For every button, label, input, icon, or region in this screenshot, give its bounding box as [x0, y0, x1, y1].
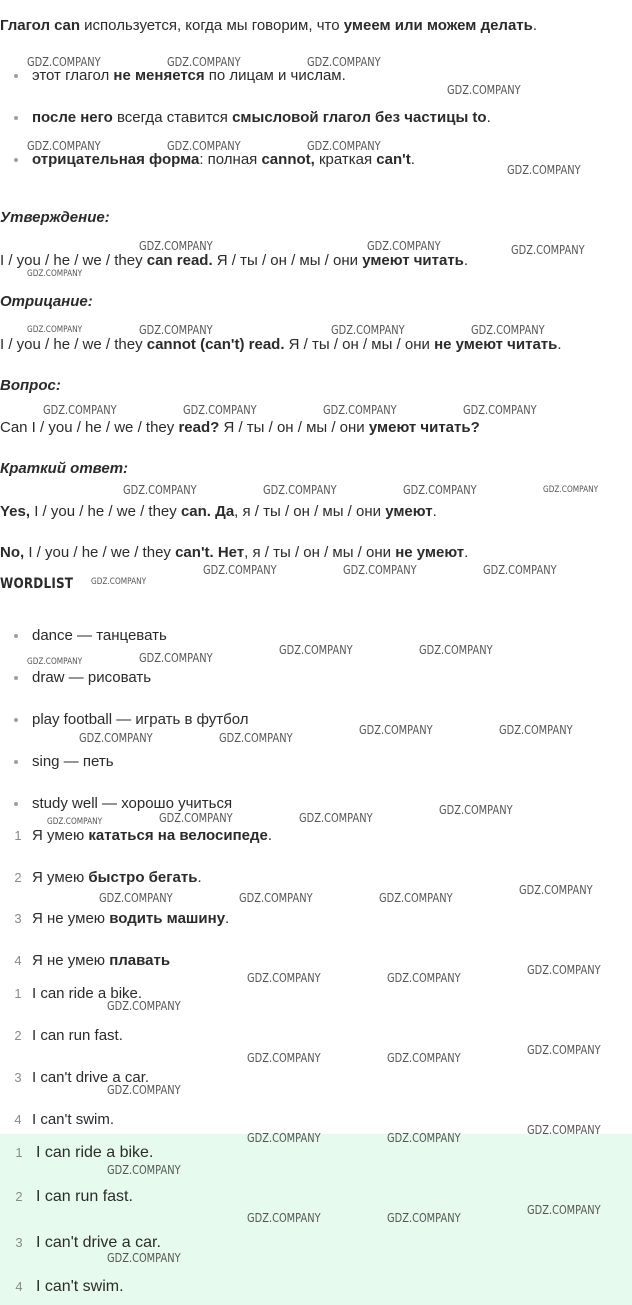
- watermark-text: GDZ.COMPANY: [463, 403, 537, 417]
- question-text: Я / ты / он / мы / они: [219, 419, 369, 436]
- negative-bold: cannot (can't) read.: [146, 336, 285, 353]
- watermark-text: GDZ.COMPANY: [359, 723, 433, 737]
- no-text: I / you / he / we / they: [24, 544, 176, 561]
- watermark-text: GDZ.COMPANY: [279, 643, 353, 657]
- answer-text: I can't swim.: [36, 1278, 124, 1295]
- list-item-text: I can't swim.: [32, 1111, 115, 1128]
- answer-item: [0, 1186, 600, 1208]
- list-item-text: [32, 826, 272, 846]
- negative-text: Я / ты / он / мы / они: [284, 336, 435, 353]
- watermark-text: GDZ.COMPANY: [107, 1251, 181, 1265]
- question-bold: умеют читать?: [368, 419, 480, 436]
- yes-text: I / you / he / we / they: [30, 503, 181, 520]
- affirm-heading: Утверждение:: [0, 209, 110, 226]
- list-item: [16, 150, 415, 170]
- list-item: [8, 1026, 608, 1046]
- wordlist-item-text: sing — петь: [32, 753, 114, 770]
- watermark-text: GDZ.COMPANY: [139, 239, 213, 253]
- watermark-text: GDZ.COMPANY: [183, 403, 257, 417]
- wordlist-item: [16, 668, 151, 688]
- watermark-text: GDZ.COMPANY: [239, 891, 313, 905]
- watermark-text: GDZ.COMPANY: [483, 563, 557, 577]
- short-answer-no: [0, 543, 468, 563]
- answer-number: 1: [15, 1145, 23, 1160]
- bullet-bold: can't: [376, 151, 411, 168]
- bullet-bold: отрицательная форма: [32, 151, 200, 168]
- list-number: 3: [14, 1070, 22, 1085]
- negative-text: I / you / he / we / they: [0, 336, 147, 353]
- yes-text: , я / ты / он / мы / они: [234, 503, 386, 520]
- watermark-text: GDZ.COMPANY: [167, 55, 241, 69]
- watermark-text: GDZ.COMPANY: [387, 971, 461, 985]
- list-number: 3: [14, 911, 22, 926]
- watermark-text: GDZ.COMPANY: [519, 883, 593, 897]
- affirm-text: Я / ты / он / мы / они: [212, 252, 363, 269]
- yes-bold: умеют: [385, 503, 433, 520]
- bullet-icon: [14, 116, 18, 120]
- ru-bold: кататься на велосипеде: [88, 827, 268, 844]
- watermark-text: GDZ.COMPANY: [507, 163, 581, 177]
- watermark-text: GDZ.COMPANY: [27, 139, 101, 153]
- intro-text: используется, когда мы говорим, что: [80, 17, 344, 34]
- list-item-text: [32, 909, 229, 929]
- question-bold: read?: [178, 419, 220, 436]
- intro-line: [0, 16, 537, 36]
- watermark-text: GDZ.COMPANY: [299, 811, 373, 825]
- watermark-text: GDZ.COMPANY: [511, 243, 585, 257]
- answer-number: 4: [15, 1279, 23, 1294]
- bullet-icon: [14, 760, 18, 764]
- ru-bold: быстро бегать: [88, 869, 198, 886]
- no-text: , я / ты / он / мы / они: [244, 544, 396, 561]
- affirm-text: .: [463, 252, 469, 269]
- bullet-text: по лицам и числам.: [204, 67, 346, 84]
- list-item: [16, 108, 491, 128]
- negative-text: .: [557, 336, 562, 353]
- watermark-text: GDZ.COMPANY: [471, 323, 545, 337]
- watermark-text: GDZ.COMPANY: [247, 1051, 321, 1065]
- watermark-text: GDZ.COMPANY: [247, 1131, 321, 1145]
- watermark-text: GDZ.COMPANY: [367, 239, 441, 253]
- watermark-text: GDZ.COMPANY: [47, 817, 103, 827]
- list-number: 4: [14, 953, 22, 968]
- list-item: [16, 66, 346, 86]
- answer-number: 3: [15, 1235, 23, 1250]
- no-text: .: [464, 544, 469, 561]
- intro-period: .: [532, 17, 538, 34]
- bullet-bold: смысловой глагол без частицы to: [232, 109, 487, 126]
- watermark-text: GDZ.COMPANY: [167, 139, 241, 153]
- short-answer-heading: Краткий ответ:: [0, 460, 129, 477]
- wordlist-item: [16, 752, 114, 772]
- watermark-text: GDZ.COMPANY: [323, 403, 397, 417]
- affirm-text: I / you / he / we / they: [0, 252, 147, 269]
- list-item-text: I can't drive a car.: [32, 1069, 150, 1086]
- question-line: [0, 418, 480, 438]
- ru-bold: плавать: [109, 952, 171, 969]
- watermark-text: GDZ.COMPANY: [123, 483, 197, 497]
- list-number: 2: [14, 1028, 22, 1043]
- ru-text: Я не умею: [32, 952, 110, 969]
- bullet-text: всегда ставится: [112, 109, 233, 126]
- list-number: 4: [14, 1112, 22, 1127]
- bullet-icon: [14, 676, 18, 680]
- watermark-text: GDZ.COMPANY: [159, 811, 233, 825]
- short-answer-yes: [0, 502, 437, 522]
- wordlist-title: WORDLIST: [0, 576, 74, 592]
- intro-bold-can: Глагол can: [0, 17, 81, 34]
- bullet-icon: [14, 718, 18, 722]
- ru-text: .: [197, 869, 202, 886]
- bullet-icon: [14, 158, 18, 162]
- list-item: [8, 951, 608, 971]
- ru-bold: водить машину: [109, 910, 226, 927]
- watermark-text: GDZ.COMPANY: [27, 657, 83, 667]
- yes-bold: Да: [215, 503, 235, 520]
- watermark-text: GDZ.COMPANY: [43, 403, 117, 417]
- intro-bold-ability: умеем или можем делать: [343, 17, 533, 34]
- wordlist-item-text: dance — танцевать: [32, 627, 167, 644]
- list-item: [8, 826, 608, 846]
- bullet-text: : полная: [199, 151, 262, 168]
- watermark-text: GDZ.COMPANY: [27, 55, 101, 69]
- wordlist-item: [16, 710, 248, 730]
- negative-bold: не умеют читать: [434, 336, 558, 353]
- watermark-text: GDZ.COMPANY: [331, 323, 405, 337]
- answer-item: [0, 1142, 600, 1164]
- no-bold: can't.: [175, 544, 214, 561]
- yes-bold: can.: [180, 503, 211, 520]
- question-heading: Вопрос:: [0, 377, 61, 394]
- bullet-bold: не меняется: [113, 67, 205, 84]
- list-item: [8, 868, 608, 888]
- bullet-text: этот глагол: [32, 67, 114, 84]
- watermark-text: GDZ.COMPANY: [107, 999, 181, 1013]
- list-number: 1: [14, 828, 22, 843]
- watermark-text: GDZ.COMPANY: [527, 963, 601, 977]
- yes-text: .: [432, 503, 437, 520]
- watermark-text: GDZ.COMPANY: [499, 723, 573, 737]
- list-number: 1: [14, 986, 22, 1001]
- watermark-text: GDZ.COMPANY: [27, 325, 83, 335]
- bullet-bold: cannot,: [261, 151, 315, 168]
- watermark-text: GDZ.COMPANY: [203, 563, 277, 577]
- wordlist-item-text: draw — рисовать: [32, 669, 152, 686]
- watermark-text: GDZ.COMPANY: [99, 891, 173, 905]
- watermark-text: GDZ.COMPANY: [543, 485, 599, 495]
- watermark-text: GDZ.COMPANY: [79, 731, 153, 745]
- bullet-text: .: [410, 151, 415, 168]
- watermark-text: GDZ.COMPANY: [247, 971, 321, 985]
- question-text: Can I / you / he / we / they: [0, 419, 179, 436]
- bullet-text: .: [486, 109, 491, 126]
- negative-line: [0, 335, 562, 355]
- watermark-text: GDZ.COMPANY: [139, 323, 213, 337]
- list-number: 2: [14, 870, 22, 885]
- list-item: [8, 984, 608, 1004]
- watermark-text: GDZ.COMPANY: [343, 563, 417, 577]
- list-item-text: [32, 868, 202, 888]
- watermark-text: GDZ.COMPANY: [139, 651, 213, 665]
- bullet-icon: [14, 634, 18, 638]
- ru-text: Я умею: [32, 869, 89, 886]
- no-bold: No,: [0, 544, 25, 561]
- watermark-text: GDZ.COMPANY: [263, 483, 337, 497]
- answer-item: [0, 1276, 600, 1298]
- bullet-bold: после него: [32, 109, 113, 126]
- watermark-text: GDZ.COMPANY: [379, 891, 453, 905]
- list-item: [8, 909, 608, 929]
- watermark-text: GDZ.COMPANY: [387, 1051, 461, 1065]
- wordlist-item: [16, 626, 167, 646]
- list-item-text: I can run fast.: [32, 1027, 123, 1044]
- answer-text: I can run fast.: [36, 1188, 133, 1205]
- answer-number: 2: [15, 1189, 23, 1204]
- negative-heading: Отрицание:: [0, 293, 93, 310]
- watermark-text: GDZ.COMPANY: [27, 269, 83, 279]
- list-item: [8, 1110, 608, 1130]
- watermark-text: GDZ.COMPANY: [219, 731, 293, 745]
- watermark-text: GDZ.COMPANY: [91, 577, 147, 587]
- affirm-bold: can read.: [146, 252, 213, 269]
- affirm-bold: умеют читать: [362, 252, 464, 269]
- bullet-icon: [14, 74, 18, 78]
- wordlist-item-text: play football — играть в футбол: [32, 711, 249, 728]
- wordlist-item-text: study well — хорошо учиться: [32, 795, 233, 812]
- answer-text: I can't drive a car.: [36, 1234, 161, 1251]
- watermark-text: GDZ.COMPANY: [527, 1203, 601, 1217]
- watermark-text: GDZ.COMPANY: [247, 1211, 321, 1225]
- watermark-text: GDZ.COMPANY: [527, 1123, 601, 1137]
- watermark-text: GDZ.COMPANY: [307, 55, 381, 69]
- watermark-text: GDZ.COMPANY: [527, 1043, 601, 1057]
- watermark-text: GDZ.COMPANY: [439, 803, 513, 817]
- watermark-text: GDZ.COMPANY: [403, 483, 477, 497]
- list-item-text: [32, 951, 170, 971]
- ru-text: Я умею: [32, 827, 89, 844]
- watermark-text: GDZ.COMPANY: [447, 83, 521, 97]
- watermark-text: GDZ.COMPANY: [387, 1131, 461, 1145]
- ru-text: .: [267, 827, 273, 844]
- answer-text: I can ride a bike.: [36, 1144, 154, 1161]
- watermark-text: GDZ.COMPANY: [107, 1163, 181, 1177]
- watermark-text: GDZ.COMPANY: [107, 1083, 181, 1097]
- bullet-icon: [14, 802, 18, 806]
- list-item: [8, 1068, 608, 1088]
- watermark-text: GDZ.COMPANY: [307, 139, 381, 153]
- list-item-text: I can ride a bike.: [32, 985, 143, 1002]
- bullet-text: краткая: [314, 151, 377, 168]
- ru-text: Я не умею: [32, 910, 110, 927]
- no-bold: не умеют: [395, 544, 465, 561]
- watermark-text: GDZ.COMPANY: [387, 1211, 461, 1225]
- no-bold: Нет: [217, 544, 245, 561]
- yes-bold: Yes,: [0, 503, 31, 520]
- answer-item: [0, 1232, 600, 1254]
- ru-text: .: [225, 910, 230, 927]
- watermark-text: GDZ.COMPANY: [419, 643, 493, 657]
